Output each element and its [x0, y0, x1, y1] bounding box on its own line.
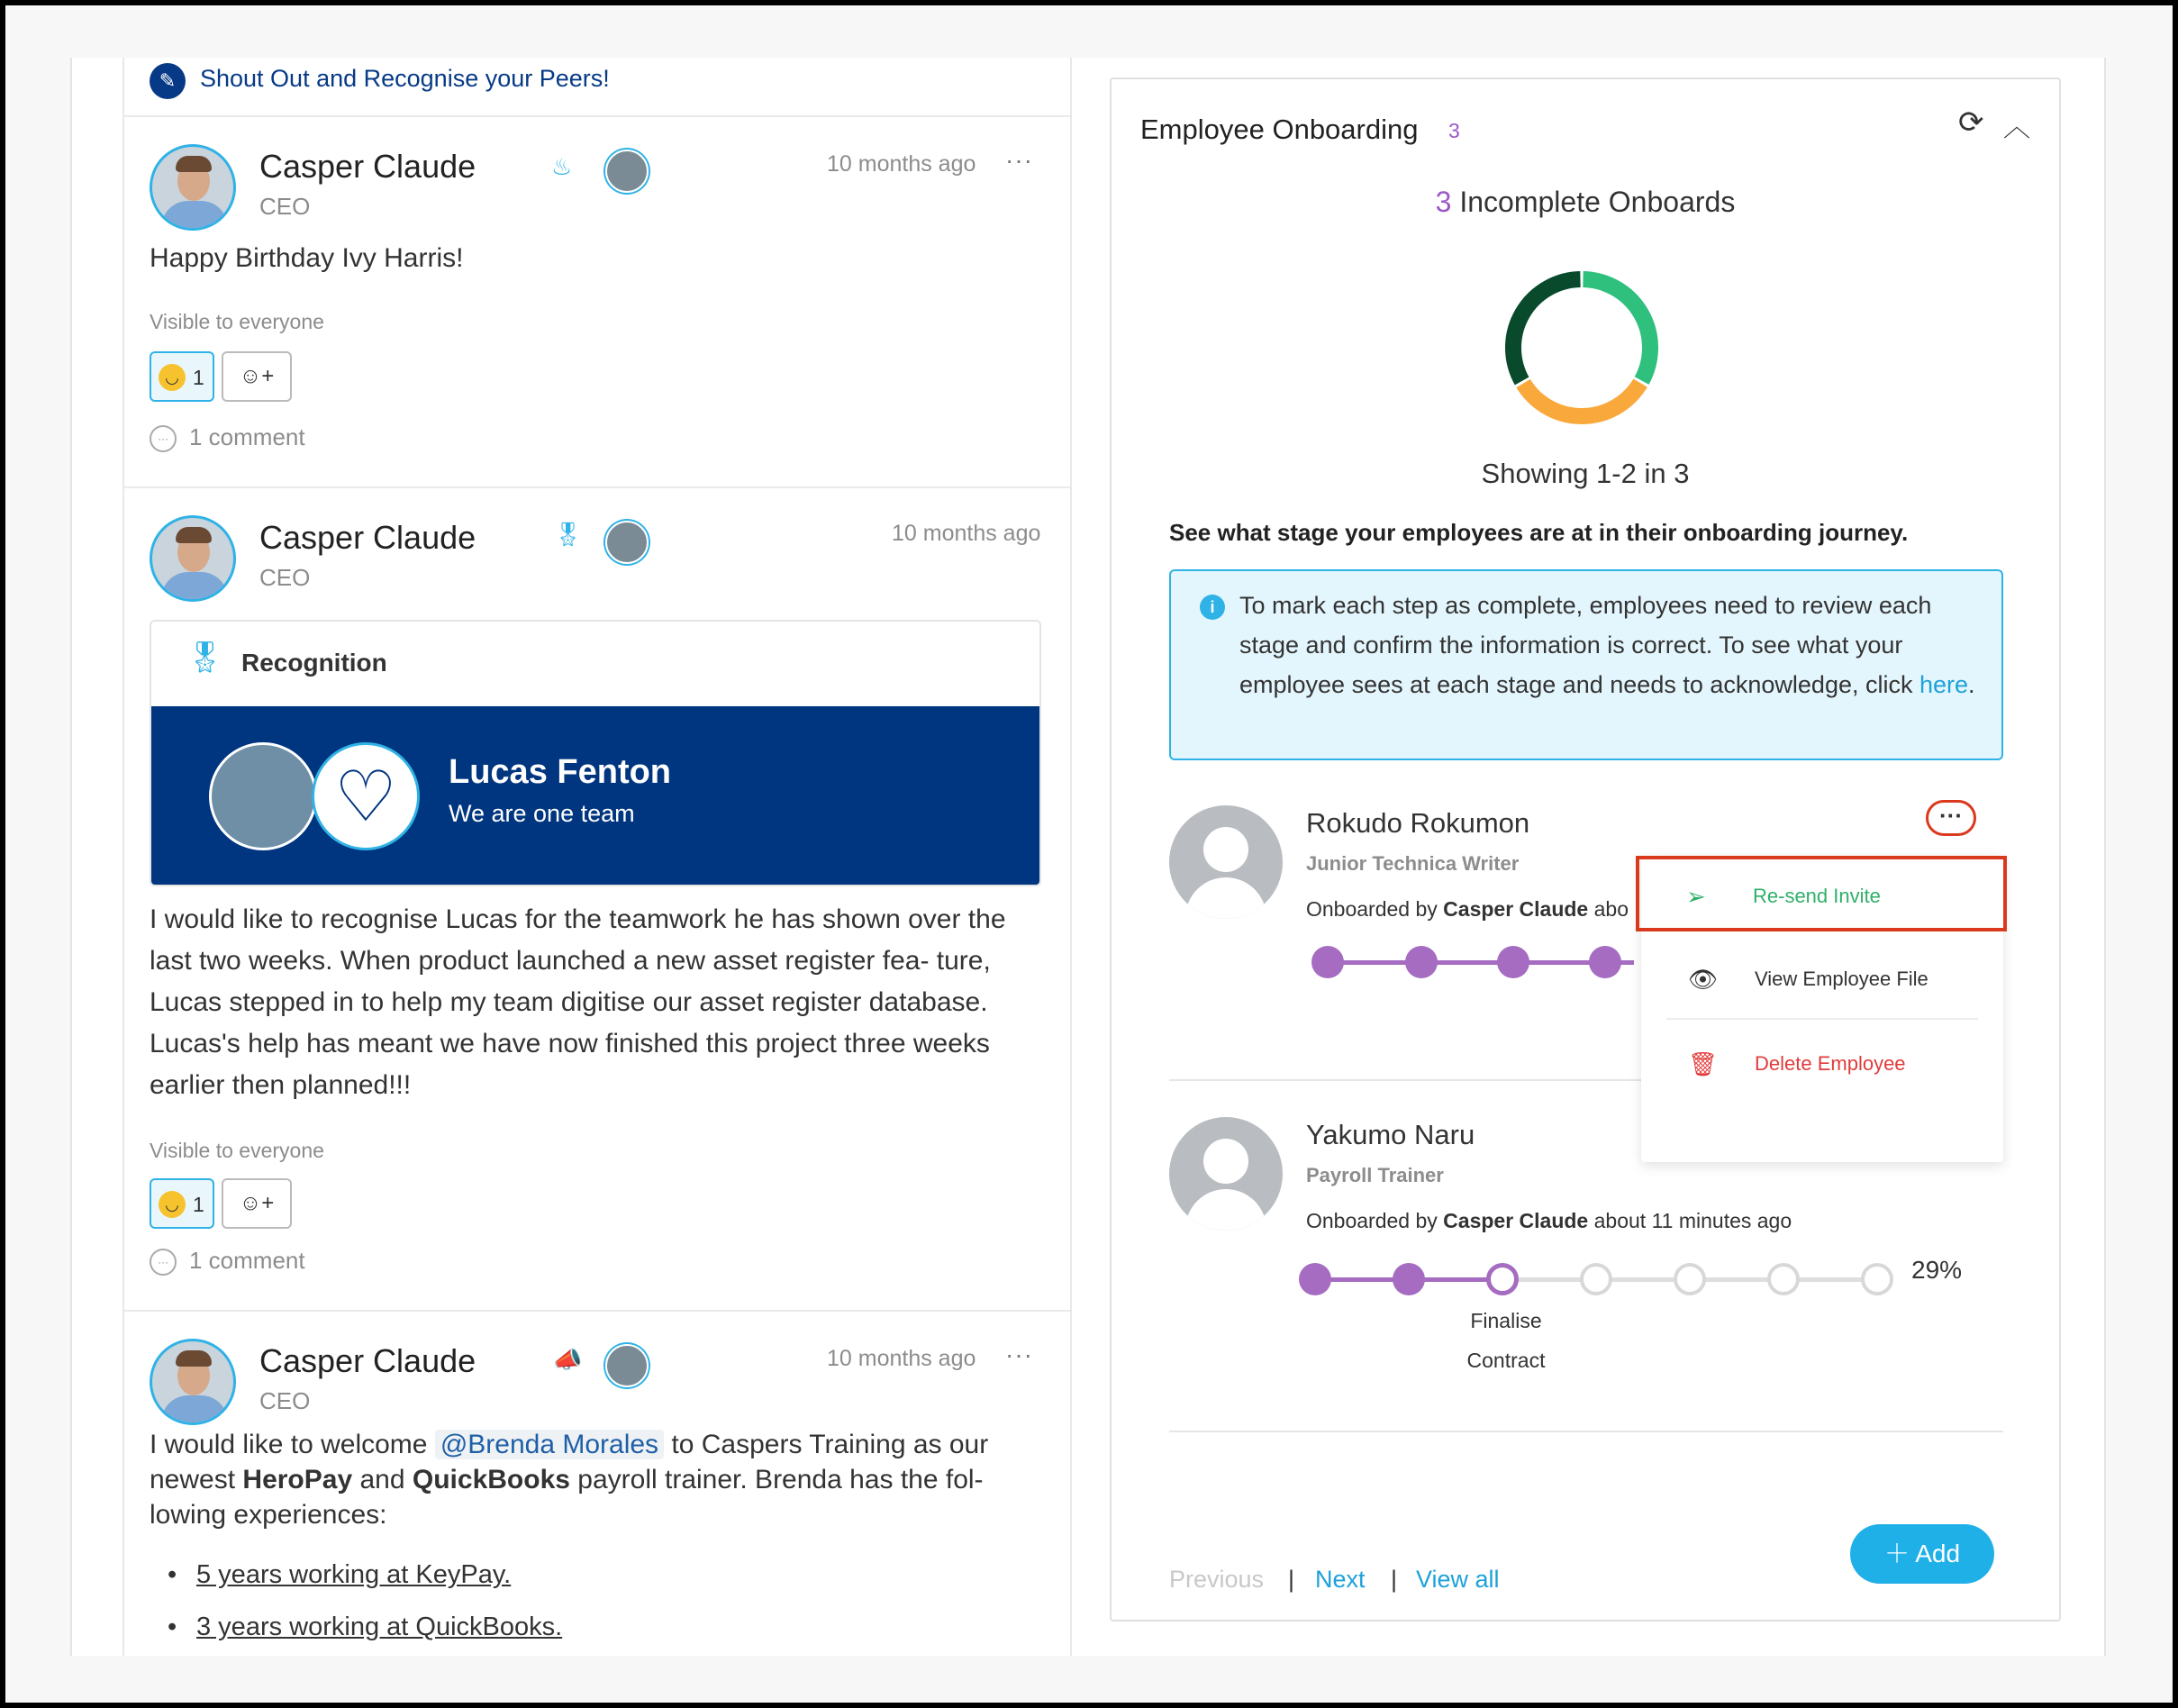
post-timestamp: 10 months ago — [827, 151, 976, 177]
comment-link[interactable] — [150, 423, 305, 452]
incomplete-summary — [1112, 186, 2059, 219]
recipient-avatar[interactable] — [605, 521, 649, 564]
post-body-text: to Caspers Training as our newest — [150, 1430, 989, 1494]
progress-step — [1589, 946, 1621, 978]
onboarding-donut-chart — [1502, 268, 1661, 427]
feed-post — [124, 117, 1070, 488]
delete-employee-label: Delete Employee — [1755, 1052, 1906, 1075]
widget-count: 3 — [1448, 119, 1460, 142]
donut-segment — [1513, 279, 1580, 381]
post-more-menu[interactable]: ··· — [1005, 146, 1033, 174]
onboarded-by-suffix: abo — [1593, 897, 1629, 921]
onboarded-by — [1306, 1209, 1792, 1233]
smile-emoji-icon: ◡ — [159, 364, 186, 391]
menu-divider — [1666, 1018, 1978, 1020]
post-timestamp: 10 months ago — [827, 1346, 976, 1371]
step-label-line: Contract — [1466, 1349, 1546, 1372]
onboarded-by-name: Casper Claude — [1443, 897, 1589, 921]
add-button[interactable] — [1850, 1524, 1994, 1584]
onboarded-by — [1306, 897, 1629, 922]
employee-role: Junior Technica Writer — [1306, 852, 1520, 875]
employee-name[interactable]: Yakumo Naru — [1306, 1119, 1475, 1150]
heart-icon: ♡ — [312, 742, 420, 850]
employee-name[interactable]: Rokudo Rokumon — [1306, 807, 1530, 839]
add-reaction-button[interactable]: ☺+ — [222, 351, 292, 402]
recognition-card — [150, 620, 1041, 886]
donut-segment — [1523, 383, 1640, 416]
info-icon: i — [1200, 595, 1225, 620]
feed-post — [124, 488, 1070, 1312]
screen-frame — [5, 5, 2173, 1703]
view-employee-file-label: View Employee File — [1755, 968, 1928, 990]
recognised-name: Lucas Fenton — [449, 753, 672, 791]
recognised-value: We are one team — [449, 800, 635, 827]
pager-view-all[interactable]: View all — [1416, 1566, 1500, 1593]
post-author-role: CEO — [259, 564, 311, 591]
add-reaction-button[interactable]: ☺+ — [222, 1178, 292, 1229]
post-visibility: Visible to everyone — [150, 1139, 324, 1162]
current-step-label — [1452, 1301, 1560, 1380]
megaphone-icon: 📣 — [553, 1346, 583, 1373]
onboarded-by-prefix: Onboarded by — [1306, 897, 1438, 921]
post-visibility: Visible to everyone — [150, 310, 324, 333]
feed-post — [124, 1312, 1070, 1656]
comment-icon: ··· — [150, 425, 177, 452]
avatar[interactable] — [150, 1339, 236, 1425]
recipient-avatar[interactable] — [605, 150, 649, 193]
pager-next[interactable]: Next — [1315, 1566, 1366, 1593]
social-feed — [123, 58, 1072, 1656]
progress-step — [1497, 946, 1529, 978]
stage-prompt: See what stage your employees are at in their onboarding journey. — [1169, 519, 1909, 546]
progress-step — [1299, 1263, 1331, 1295]
comment-icon: ··· — [150, 1249, 177, 1276]
post-author[interactable]: Casper Claude — [259, 1342, 476, 1379]
post-body: Happy Birthday Ivy Harris! — [150, 243, 464, 273]
progress-step — [1861, 1263, 1893, 1295]
employee-avatar — [1169, 1117, 1283, 1231]
post-body-text: I would like to welcome — [150, 1430, 428, 1459]
shoutout-link[interactable]: Shout Out and Recognise your Peers! — [200, 65, 610, 92]
divider — [1169, 1431, 2003, 1432]
employee-action-menu — [1641, 856, 2003, 1162]
progress-step — [1405, 946, 1438, 978]
step-label-line: Finalise — [1470, 1309, 1542, 1332]
pager-separator: | — [1391, 1566, 1398, 1593]
incomplete-count: 3 — [1435, 186, 1452, 218]
chevron-up-icon[interactable]: ︿ — [2003, 113, 2030, 142]
refresh-icon[interactable]: ⟳ — [1958, 105, 1984, 140]
recognition-label: Recognition — [241, 649, 387, 677]
post-timestamp: 10 months ago — [892, 521, 1041, 546]
onboarded-by-suffix: about 11 minutes ago — [1593, 1209, 1792, 1232]
employee-role: Payroll Trainer — [1306, 1164, 1444, 1186]
widget-title: Employee Onboarding — [1140, 114, 1419, 145]
smile-emoji-icon: ◡ — [159, 1191, 186, 1218]
pencil-icon: ✎ — [150, 63, 186, 99]
post-body — [150, 1427, 1050, 1532]
recognition-header — [151, 622, 1039, 706]
list-item[interactable]: • 3 years working at QuickBooks. — [196, 1613, 562, 1642]
progress-step — [1311, 946, 1344, 978]
post-author-role: CEO — [259, 1387, 311, 1414]
employee-avatar — [1169, 805, 1283, 919]
onboarded-by-prefix: Onboarded by — [1306, 1209, 1438, 1232]
employee-onboarding-widget — [1110, 77, 2061, 1622]
resend-invite-label: Re-send Invite — [1753, 885, 1881, 907]
view-employee-file-item[interactable] — [1641, 942, 2003, 1018]
add-label: Add — [1915, 1540, 1961, 1567]
avatar[interactable] — [150, 144, 236, 231]
shoutout-bar[interactable] — [124, 58, 1070, 117]
post-author[interactable]: Casper Claude — [259, 148, 476, 185]
send-icon: ➢ — [1686, 883, 1706, 910]
reaction-count: 1 — [193, 366, 204, 389]
incomplete-label: Incomplete Onboards — [1459, 186, 1736, 218]
medal-icon: 🎖 — [186, 640, 225, 675]
eye-icon: 👁 — [1688, 966, 1719, 993]
dashboard-page — [70, 58, 2106, 1656]
post-body-text: payroll trainer. Brenda has the fol- lowing experiences: — [150, 1465, 984, 1530]
recipient-avatar[interactable] — [605, 1344, 649, 1387]
post-author-role: CEO — [259, 193, 311, 220]
plus-icon: ＋ — [1883, 1540, 1910, 1567]
post-body: I would like to recognise Lucas for the teamwork he has shown over the last two weeks. When product launched a new asset register fea- ture, Lucas stepped in to help my team digitise our asset register database. Lucas's help has meant we have now finished this project three weeks earlier then planned!!! — [150, 904, 1006, 1100]
recognition-banner — [151, 706, 1039, 886]
user-mention[interactable]: @Brenda Morales — [435, 1430, 664, 1459]
progress-step — [1580, 1263, 1612, 1295]
comment-link[interactable] — [150, 1247, 305, 1276]
post-body-text: and — [359, 1465, 405, 1494]
post-more-menu[interactable]: ··· — [1005, 1340, 1033, 1368]
info-text: To mark each step as complete, employees need to review each stage and confirm the information is correct. To see what your employee sees at each stage and needs to acknowledge, click here. — [1239, 592, 1975, 698]
list-item[interactable]: • 5 years working at KeyPay. — [196, 1560, 511, 1590]
bold-text: QuickBooks — [412, 1465, 570, 1494]
recognised-avatar — [209, 742, 317, 850]
comment-count: 1 comment — [189, 1247, 305, 1274]
pager-previous[interactable]: Previous — [1169, 1566, 1265, 1593]
employee-more-button[interactable]: ··· — [1926, 800, 1976, 836]
bold-text: HeroPay — [242, 1465, 353, 1494]
info-body: To mark each step as complete, employees need to review each stage and confirm the information is correct. To see what your employee sees at each stage and needs to acknowledge, click — [1239, 592, 1932, 698]
info-banner — [1169, 569, 2003, 760]
reaction-button[interactable] — [150, 351, 214, 402]
trash-icon: 🗑 — [1688, 1050, 1719, 1077]
resend-invite-item[interactable] — [1636, 856, 2007, 931]
progress-percent: 29% — [1911, 1256, 1963, 1284]
birthday-cake-icon: ♨ — [551, 153, 573, 180]
progress-step — [1486, 1263, 1519, 1295]
delete-employee-item[interactable] — [1641, 1027, 2003, 1103]
donut-segment — [1584, 279, 1650, 381]
reaction-button[interactable] — [150, 1178, 214, 1229]
onboarded-by-name: Casper Claude — [1443, 1209, 1589, 1232]
avatar[interactable] — [150, 515, 236, 602]
showing-text: Showing 1-2 in 3 — [1481, 458, 1690, 489]
medal-icon: 🎖 — [553, 521, 584, 548]
progress-track — [1328, 960, 1634, 965]
post-author[interactable]: Casper Claude — [259, 519, 476, 556]
progress-step — [1393, 1263, 1425, 1295]
reaction-count: 1 — [193, 1193, 204, 1216]
comment-count: 1 comment — [189, 423, 305, 450]
progress-step — [1767, 1263, 1800, 1295]
progress-step — [1674, 1263, 1706, 1295]
pager-separator: | — [1288, 1566, 1295, 1593]
info-here-link[interactable]: here — [1919, 671, 1969, 698]
